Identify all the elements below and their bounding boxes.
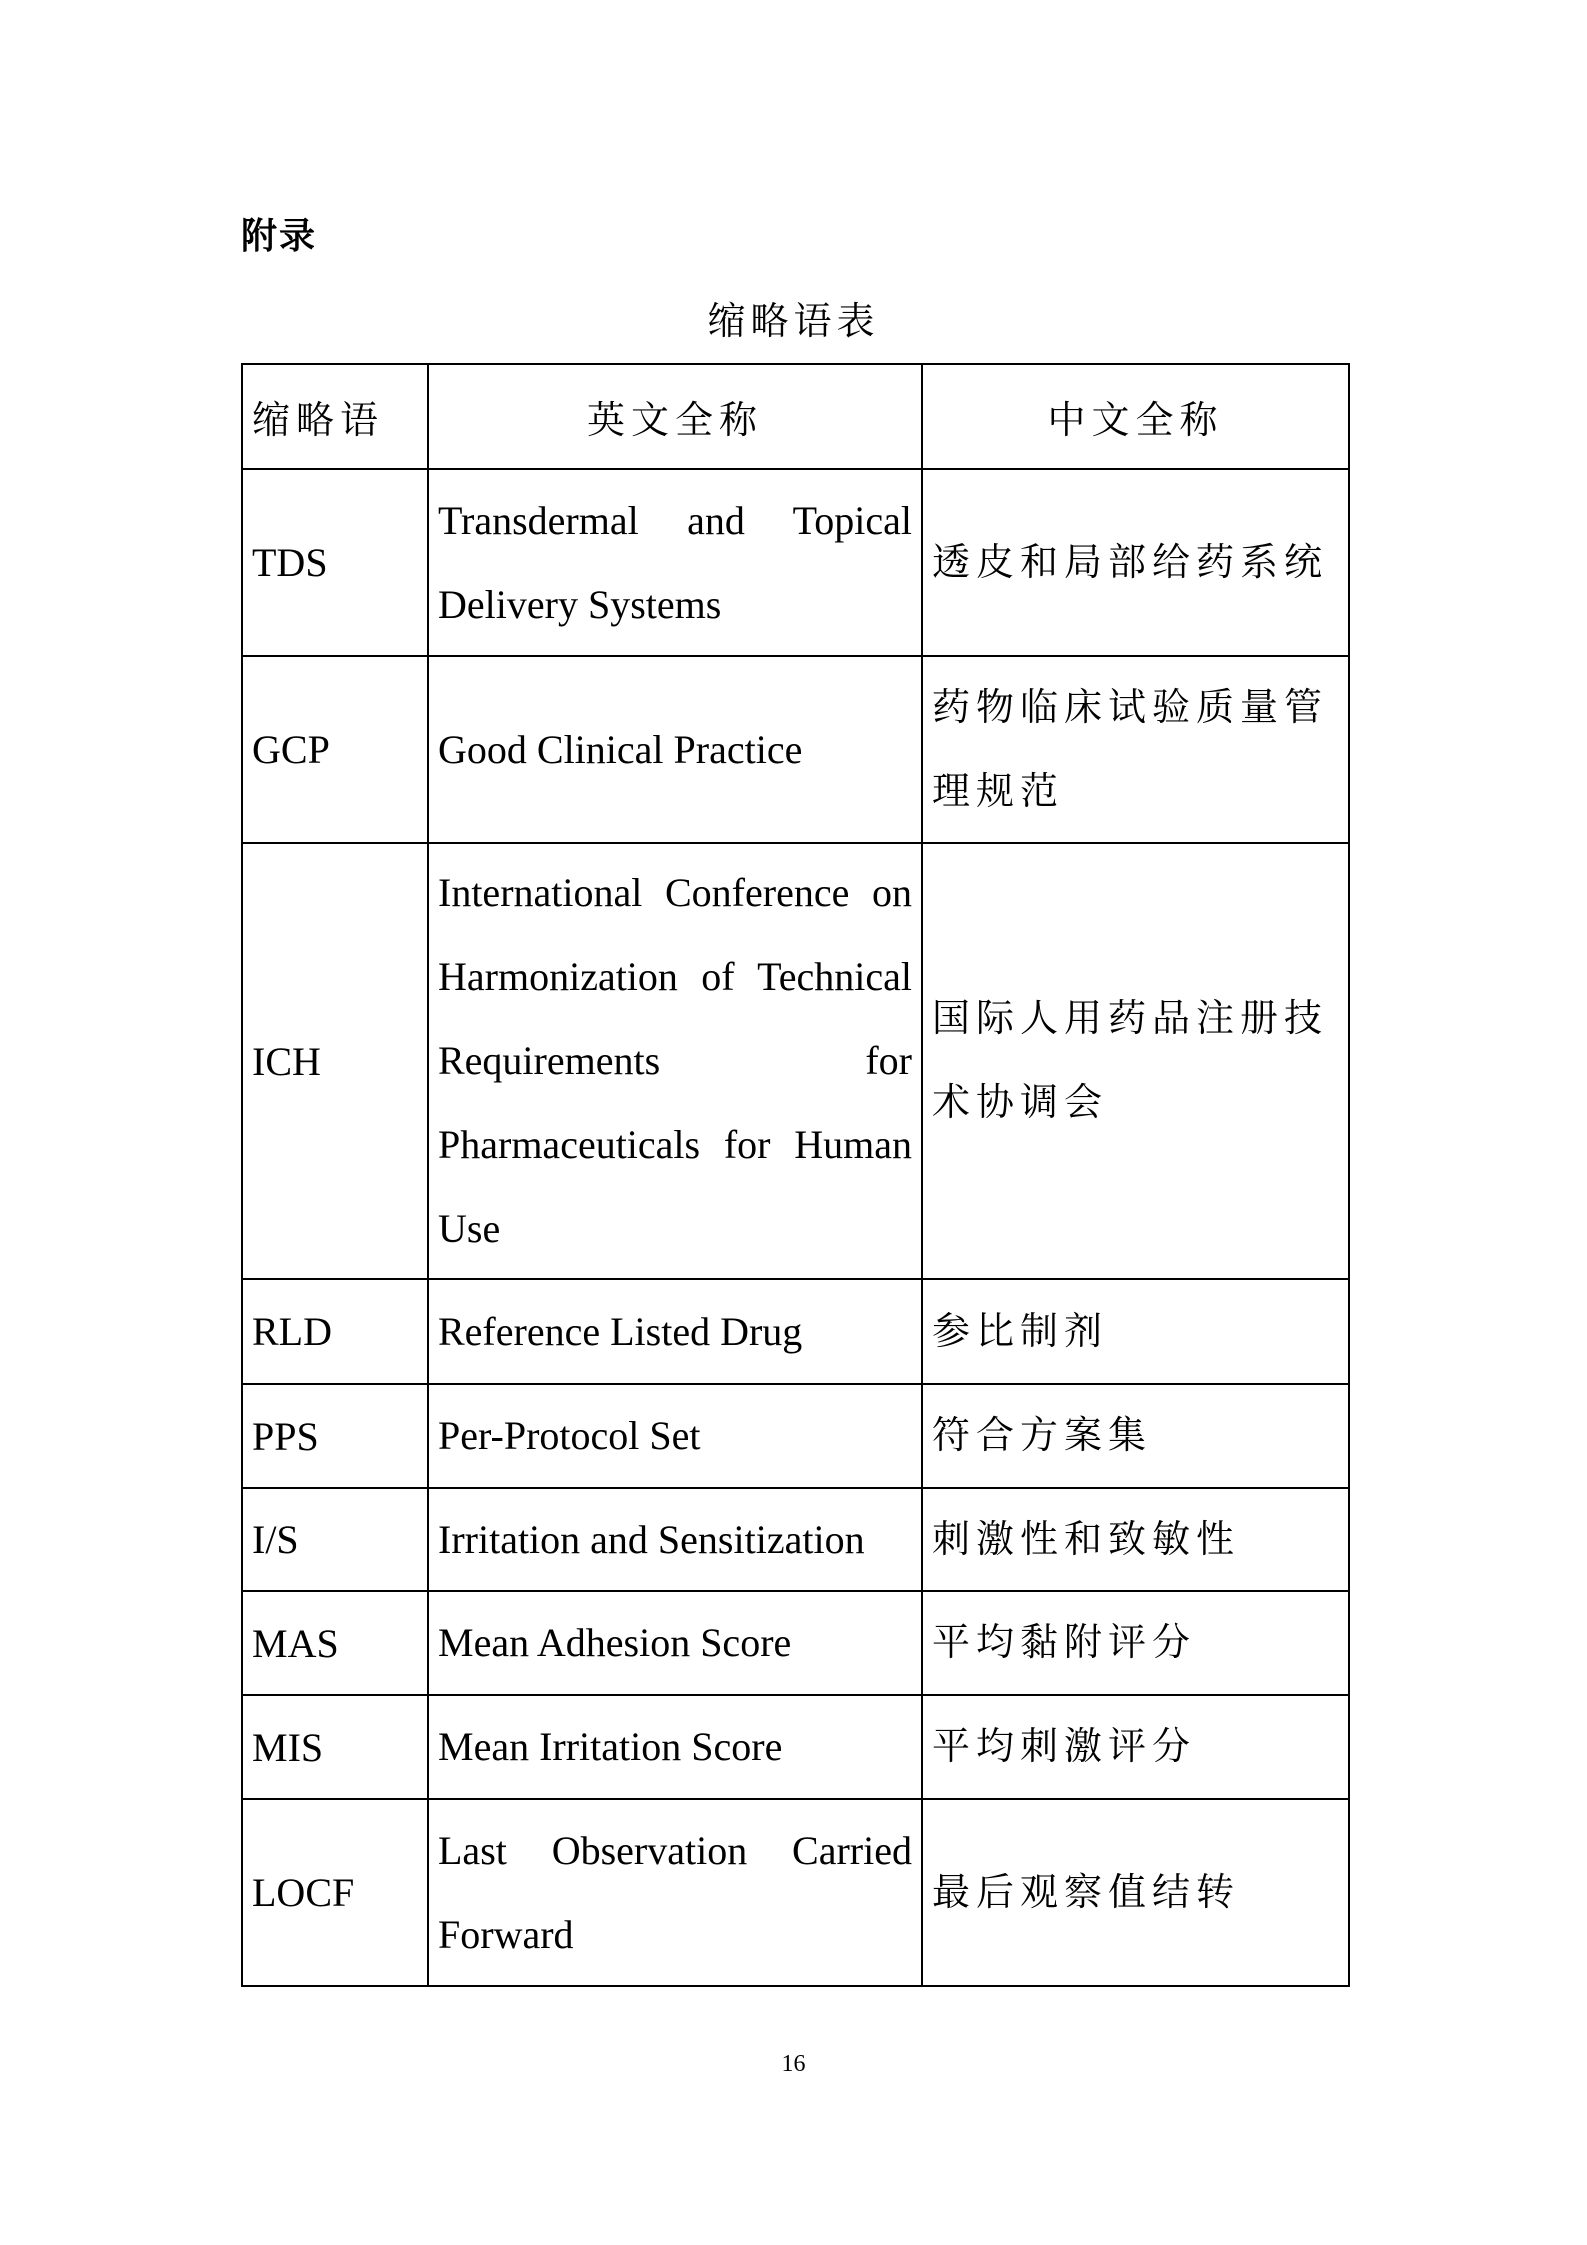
abbreviation-cell: MAS [242,1591,428,1695]
table-row [242,656,1349,843]
abbreviation-cell: I/S [242,1488,428,1591]
column-header-abbreviation: 缩略语 [242,364,428,469]
table-title: 缩略语表 [707,301,880,343]
chinese-name-cell: 刺激性和致敏性 [922,1488,1349,1591]
table-row [242,1488,1349,1591]
table-row [242,1591,1349,1695]
english-name-cell [428,843,922,1279]
abbreviation-cell: RLD [242,1279,428,1384]
abbreviation-cell: LOCF [242,1799,428,1986]
table-row [242,843,1349,1279]
chinese-name-cell: 最后观察值结转 [922,1799,1349,1986]
english-name-text: Reference Listed Drug [438,1308,803,1354]
column-header-english-full-name: 英文全称 [428,364,922,469]
table-row [242,1279,1349,1384]
abbreviation-cell: MIS [242,1695,428,1799]
english-name-cell [428,1279,922,1384]
chinese-name-cell: 参比制剂 [922,1279,1349,1384]
english-name-cell [428,656,922,843]
appendix-heading: 附录 [241,215,318,256]
chinese-name-cell: 国际人用药品注册技术协调会 [922,843,1349,1279]
english-name-text: Mean Adhesion Score [438,1620,792,1665]
english-name-text: Transdermal and Topical Delivery Systems [438,497,912,627]
english-name-cell [428,469,922,656]
table-row [242,469,1349,656]
english-name-cell [428,1799,922,1986]
chinese-name-cell: 药物临床试验质量管理规范 [922,656,1349,843]
english-name-cell [428,1695,922,1799]
english-name-cell [428,1384,922,1488]
english-name-cell [428,1591,922,1695]
english-name-text: Good Clinical Practice [438,726,803,772]
english-name-text: Mean Irritation Score [438,1724,783,1769]
english-name-text: International Conference on Harmonization of Technical Requirements for Pharmaceuticals for Human Use [438,870,912,1251]
abbreviation-cell: PPS [242,1384,428,1488]
column-header-chinese-full-name: 中文全称 [922,364,1349,469]
table-row [242,1695,1349,1799]
english-name-text: Per-Protocol Set [438,1413,701,1458]
english-name-text: Irritation and Sensitization [438,1516,865,1562]
table-row [242,1384,1349,1488]
chinese-name-cell: 符合方案集 [922,1384,1349,1488]
english-name-text: Last Observation Carried Forward [438,1827,912,1957]
abbreviation-cell: ICH [242,843,428,1279]
english-name-cell [428,1488,922,1591]
abbreviation-table [241,363,1350,1987]
chinese-name-cell: 透皮和局部给药系统 [922,469,1349,656]
chinese-name-cell: 平均刺激评分 [922,1695,1349,1799]
abbreviation-cell: TDS [242,469,428,656]
chinese-name-cell: 平均黏附评分 [922,1591,1349,1695]
table-row [242,1799,1349,1986]
abbreviation-cell: GCP [242,656,428,843]
page-number: 16 [781,2051,806,2077]
table-header-row [242,364,1349,469]
